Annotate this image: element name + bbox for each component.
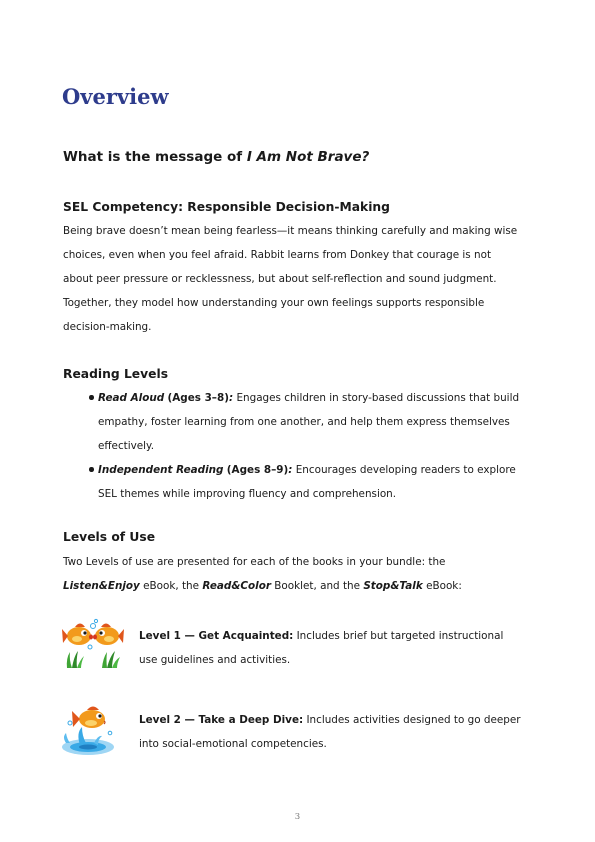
bullet-icon xyxy=(89,467,94,472)
reading-level-text: Read Aloud (Ages 3–8): Engages children in story-based discussions that build empathy, foster learning from one another, and help them express themselves effectively. xyxy=(98,392,520,452)
sel-line: decision-making. xyxy=(63,321,152,333)
level-1-description: Level 1 — Get Acquainted: Includes brief but targeted instructional use guidelines and activities. xyxy=(139,630,504,666)
page-title: Overview xyxy=(62,84,169,109)
levels-of-use-heading: Levels of Use xyxy=(63,530,156,544)
levels-of-use-intro: Two Levels of use are presented for each of the books in your bundle: the Listen&Enjoy eBook, the Read&Color Booklet, and the Stop&Talk eBook: xyxy=(63,556,462,592)
reading-level-text: Independent Reading (Ages 8–9): Encourages developing readers to explore SEL themes while improving fluency and comprehension. xyxy=(98,464,516,500)
reading-level-name: Independent Reading xyxy=(98,464,224,476)
sel-line: Together, they model how understanding your own feelings supports responsible xyxy=(63,297,485,309)
level-2-description: Level 2 — Take a Deep Dive: Includes activities designed to go deeper into social-emotional competencies. xyxy=(139,714,521,750)
two-fish-kissing-icon xyxy=(62,618,124,674)
sel-line: about peer pressure or recklessness, but about self-reflection and sound judgment. xyxy=(63,273,497,285)
section-question xyxy=(63,149,369,165)
sel-heading: SEL Competency: Responsible Decision-Making xyxy=(63,200,390,214)
fish-jumping-splash-icon xyxy=(58,703,120,761)
sel-paragraph xyxy=(63,219,517,339)
product-name: Read&Color xyxy=(202,580,271,592)
product-name: Stop&Talk xyxy=(363,580,423,592)
page-number: 3 xyxy=(294,812,301,822)
level-label: Level 1 — Get Acquainted: xyxy=(139,630,294,642)
sel-line: Being brave doesn’t mean being fearless—it means thinking carefully and making wise xyxy=(63,225,518,237)
level-label: Level 2 — Take a Deep Dive: xyxy=(139,714,304,726)
reading-level-name: Read Aloud xyxy=(98,392,165,404)
reading-levels-heading: Reading Levels xyxy=(63,367,169,381)
sel-line: choices, even when you feel afraid. Rabbit learns from Donkey that courage is not xyxy=(63,249,492,261)
bullet-icon xyxy=(89,395,94,400)
question-prefix: What is the message of xyxy=(63,149,247,165)
product-name: Listen&Enjoy xyxy=(63,580,140,592)
book-title: I Am Not Brave? xyxy=(246,149,370,165)
reading-level-ages: (Ages 3–8) xyxy=(167,392,229,404)
reading-level-ages: (Ages 8–9) xyxy=(226,464,289,476)
